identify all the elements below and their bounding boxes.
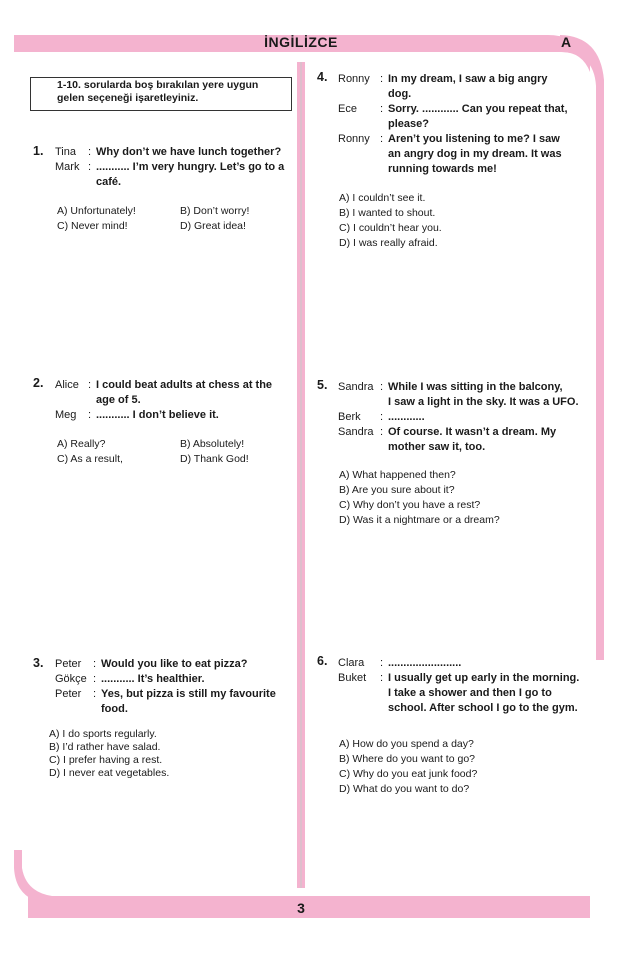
answer-option[interactable]: B) Don’t worry! bbox=[180, 205, 250, 217]
booklet-letter: A bbox=[561, 34, 572, 50]
dialogue-text: dog. bbox=[388, 88, 412, 100]
speaker-name: Peter bbox=[55, 688, 82, 700]
answer-option[interactable]: A) I couldn’t see it. bbox=[339, 192, 426, 204]
answer-option[interactable]: C) I couldn’t hear you. bbox=[339, 222, 442, 234]
dialogue-text: café. bbox=[96, 176, 122, 188]
dialogue-text: I usually get up early in the morning. bbox=[388, 672, 580, 684]
speaker-colon: : bbox=[380, 426, 384, 438]
dialogue-text: I could beat adults at chess at the bbox=[96, 379, 273, 391]
speaker-colon: : bbox=[380, 411, 384, 423]
speaker-name: Peter bbox=[55, 658, 82, 670]
speaker-colon: : bbox=[380, 103, 384, 115]
speaker-name: Ronny bbox=[338, 133, 370, 145]
answer-option[interactable]: C) Why don’t you have a rest? bbox=[339, 499, 481, 511]
question-number: 6. bbox=[317, 654, 328, 668]
speaker-colon: : bbox=[380, 657, 384, 669]
question-number: 4. bbox=[317, 70, 328, 84]
answer-option[interactable]: D) Thank God! bbox=[180, 453, 249, 465]
speaker-colon: : bbox=[380, 133, 384, 145]
dialogue-text: While I was sitting in the balcony, bbox=[388, 381, 563, 393]
speaker-colon: : bbox=[88, 379, 92, 391]
speaker-name: Gökçe bbox=[55, 673, 87, 685]
answer-option[interactable]: C) Never mind! bbox=[57, 220, 128, 232]
answer-option[interactable]: B) I wanted to shout. bbox=[339, 207, 436, 219]
answer-option[interactable]: D) Was it a nightmare or a dream? bbox=[339, 514, 500, 526]
dialogue-text: Aren’t you listening to me? I saw bbox=[388, 133, 560, 145]
question-number: 2. bbox=[33, 376, 44, 390]
dialogue-text: ........... It’s healthier. bbox=[101, 673, 205, 685]
dialogue-text: In my dream, I saw a big angry bbox=[388, 73, 548, 85]
dialogue-text: please? bbox=[388, 118, 429, 130]
answer-option[interactable]: D) I was really afraid. bbox=[339, 237, 438, 249]
answer-option[interactable]: A) How do you spend a day? bbox=[339, 738, 474, 750]
speaker-name: Sandra bbox=[338, 381, 374, 393]
answer-option[interactable]: B) Absolutely! bbox=[180, 438, 245, 450]
speaker-name: Meg bbox=[55, 409, 77, 421]
answer-option[interactable]: A) Really? bbox=[57, 438, 106, 450]
answer-option[interactable]: D) Great idea! bbox=[180, 220, 246, 232]
speaker-colon: : bbox=[380, 73, 384, 85]
instruction-line: 1-10. sorularda boş bırakılan yere uygun bbox=[57, 79, 259, 91]
dialogue-text: age of 5. bbox=[96, 394, 141, 406]
dialogue-text: ............ bbox=[388, 411, 425, 423]
dialogue-text: an angry dog in my dream. It was bbox=[388, 148, 562, 160]
answer-option[interactable]: D) What do you want to do? bbox=[339, 783, 470, 795]
question-number: 5. bbox=[317, 378, 328, 392]
dialogue-text: Why don’t we have lunch together? bbox=[96, 146, 282, 158]
dialogue-text: mother saw it, too. bbox=[388, 441, 486, 453]
dialogue-text: school. After school I go to the gym. bbox=[388, 702, 578, 714]
speaker-colon: : bbox=[88, 146, 92, 158]
speaker-colon: : bbox=[93, 658, 97, 670]
speaker-colon: : bbox=[93, 673, 97, 685]
speaker-name: Mark bbox=[55, 161, 80, 173]
subject-title: İNGİLİZCE bbox=[264, 34, 338, 50]
speaker-name: Alice bbox=[55, 379, 79, 391]
answer-option[interactable]: C) I prefer having a rest. bbox=[49, 754, 163, 766]
instruction-box bbox=[30, 77, 292, 111]
speaker-colon: : bbox=[93, 688, 97, 700]
dialogue-text: I saw a light in the sky. It was a UFO. bbox=[388, 396, 579, 408]
dialogue-text: Would you like to eat pizza? bbox=[101, 658, 248, 670]
right-curl bbox=[560, 35, 604, 660]
speaker-name: Buket bbox=[338, 672, 367, 684]
answer-option[interactable]: A) Unfortunately! bbox=[57, 205, 136, 217]
speaker-name: Berk bbox=[338, 411, 361, 423]
speaker-name: Ronny bbox=[338, 73, 370, 85]
speaker-colon: : bbox=[380, 381, 384, 393]
answer-option[interactable]: A) I do sports regularly. bbox=[49, 728, 157, 740]
speaker-colon: : bbox=[88, 409, 92, 421]
speaker-name: Ece bbox=[338, 103, 357, 115]
page-number: 3 bbox=[297, 900, 305, 916]
question-number: 3. bbox=[33, 656, 44, 670]
dialogue-text: Yes, but pizza is still my favourite bbox=[101, 688, 276, 700]
answer-option[interactable]: B) I’d rather have salad. bbox=[49, 741, 161, 753]
dialogue-text: Sorry. ............ Can you repeat that, bbox=[388, 103, 568, 115]
dialogue-text: ........... I don’t believe it. bbox=[96, 409, 219, 421]
answer-option[interactable]: D) I never eat vegetables. bbox=[49, 767, 170, 779]
answer-option[interactable]: B) Are you sure about it? bbox=[339, 484, 455, 496]
question-number: 1. bbox=[33, 144, 44, 158]
instruction-line: gelen seçeneği işaretleyiniz. bbox=[57, 92, 199, 104]
answer-option[interactable]: A) What happened then? bbox=[339, 469, 456, 481]
answer-option[interactable]: C) As a result, bbox=[57, 453, 123, 465]
speaker-colon: : bbox=[88, 161, 92, 173]
answer-option[interactable]: C) Why do you eat junk food? bbox=[339, 768, 478, 780]
speaker-colon: : bbox=[380, 672, 384, 684]
dialogue-text: food. bbox=[101, 703, 128, 715]
speaker-name: Sandra bbox=[338, 426, 374, 438]
left-curl bbox=[14, 850, 52, 904]
dialogue-text: ........................ bbox=[388, 657, 462, 669]
speaker-name: Tina bbox=[55, 146, 76, 158]
dialogue-text: ........... I’m very hungry. Let’s go to a bbox=[96, 161, 285, 173]
answer-option[interactable]: B) Where do you want to go? bbox=[339, 753, 475, 765]
dialogue-text: running towards me! bbox=[388, 163, 497, 175]
dialogue-text: I take a shower and then I go to bbox=[388, 687, 552, 699]
dialogue-text: Of course. It wasn’t a dream. My bbox=[388, 426, 557, 438]
speaker-name: Clara bbox=[338, 657, 365, 669]
